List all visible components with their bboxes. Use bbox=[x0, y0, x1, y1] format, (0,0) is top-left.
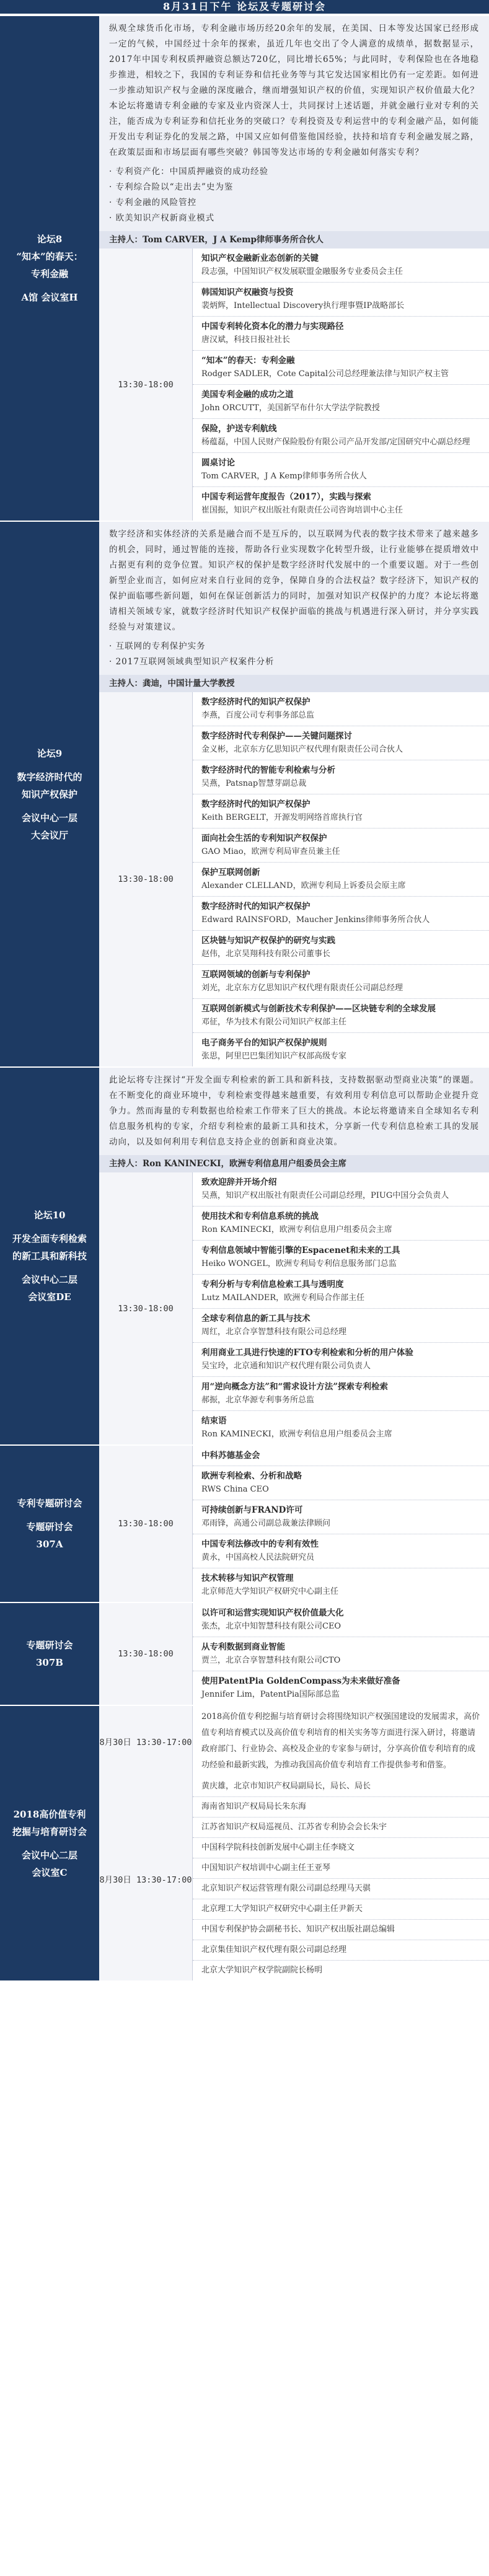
forum-10-intro bbox=[99, 1068, 489, 1155]
agenda-item-title: 可持续创新与FRAND许可 bbox=[201, 1505, 303, 1515]
label-line: 会议中心一层 bbox=[21, 812, 77, 824]
agenda-item-title: 互联网领域的创新与专利保护 bbox=[201, 970, 311, 980]
agenda-item-title: 结束语 bbox=[201, 1416, 227, 1426]
agenda-item-speaker: 杨蕴磊，中国人民财产保险股份有限公司产品开发部/定国研究中心副总经理 bbox=[201, 437, 470, 447]
label-line: 会议中心二层 bbox=[21, 1849, 77, 1861]
agenda-item bbox=[193, 1033, 489, 1066]
agenda-item-speaker: 崔国振，知识产权出版社有限责任公司咨询培训中心主任 bbox=[201, 506, 403, 515]
agenda-item-title: 知识产权金融新业态创新的关键 bbox=[201, 253, 319, 263]
agenda-item bbox=[193, 1172, 489, 1207]
session-307b-content bbox=[99, 1603, 489, 1705]
agenda-item bbox=[193, 385, 489, 419]
forum-10 bbox=[0, 1068, 489, 1446]
agenda-item-speaker: 张思，阿里巴巴集团知识产权部高级专家 bbox=[201, 1052, 347, 1061]
speaker-name: 北京知识产权运营管理有限公司副总经理马天骐 bbox=[201, 1884, 371, 1893]
agenda-item-speaker: RWS China CEO bbox=[201, 1485, 269, 1494]
agenda-item-speaker: 吴燕，知识产权出版社有限责任公司副总经理，PIUG中国分会负责人 bbox=[201, 1191, 449, 1200]
forum-9-topics bbox=[109, 639, 479, 670]
agenda-item-speaker: 邓雨锋，高通公司副总裁兼法律顾问 bbox=[201, 1519, 331, 1528]
label-line: 的新工具和新科技 bbox=[12, 1251, 87, 1262]
agenda-item-speaker: Ron KAMINECKI，欧洲专利信息用户组委员会主席 bbox=[201, 1225, 392, 1234]
agenda-item-speaker: 金义彬，北京东方亿思知识产权代理有限责任公司合伙人 bbox=[201, 745, 403, 754]
agenda-item bbox=[193, 1466, 489, 1500]
agenda-item-speaker: 裴炳辉，Intellectual Discovery执行理事暨IP战略部长 bbox=[201, 301, 405, 310]
agenda-item bbox=[193, 692, 489, 726]
agenda-item-title: 利用商业工具进行快速的FTO专利检索和分析的用户体验 bbox=[201, 1348, 413, 1358]
label-line bbox=[0, 762, 99, 768]
agenda-item-title: 面向社会生活的专利知识产权保护 bbox=[201, 833, 327, 843]
agenda-item-title: 美国专利金融的成功之道 bbox=[201, 390, 294, 400]
agenda-item bbox=[193, 1275, 489, 1309]
agenda-item-title: 使用技术和专利信息系统的挑战 bbox=[201, 1211, 319, 1221]
speaker-item bbox=[193, 1858, 489, 1879]
session-c-time-2: 8月30日 13:30-17:00 bbox=[99, 1777, 192, 1980]
forum-9-intro bbox=[99, 522, 489, 675]
speaker-item bbox=[193, 1838, 489, 1858]
agenda-item bbox=[193, 317, 489, 351]
speaker-item bbox=[193, 1961, 489, 1980]
agenda-item-title: 数字经济时代的知识产权保护 bbox=[201, 799, 311, 809]
agenda-item-title: 专利信息领域中智能引擎的Espacenet和未来的工具 bbox=[201, 1246, 400, 1255]
agenda-item-title: 中科苏德基金会 bbox=[201, 1451, 260, 1461]
agenda-item-title: 中国专利运营年度报告（2017），实践与探索 bbox=[201, 492, 371, 502]
topic-item: · 互联网的专利保护实务 bbox=[109, 641, 206, 651]
speaker-name: 黄庆雄，北京市知识产权局副局长，局长、局长 bbox=[201, 1782, 371, 1791]
agenda-item-title: 专利分析与专利信息检索工具与透明度 bbox=[201, 1280, 344, 1290]
forum-10-content bbox=[99, 1068, 489, 1444]
agenda-item-speaker: 吴燕，Patsnap智慧芽副总裁 bbox=[201, 779, 307, 788]
forum-10-items bbox=[192, 1172, 489, 1444]
agenda-item bbox=[193, 487, 489, 521]
session-307b-time: 13:30-18:00 bbox=[99, 1603, 192, 1705]
agenda-item bbox=[193, 1500, 489, 1534]
topic-item: · 专利资产化：中国质押融资的成功经验 bbox=[109, 167, 269, 177]
session-c-intro bbox=[192, 1706, 489, 1777]
label-line: 挖掘与培育研讨会 bbox=[12, 1826, 87, 1837]
agenda-item bbox=[193, 1343, 489, 1377]
agenda-item-title: 中国专利转化资本化的潜力与实现路径 bbox=[201, 322, 344, 332]
forum-10-label bbox=[0, 1068, 99, 1444]
agenda-item-speaker: 黄永，中国高校人民法院研究员 bbox=[201, 1553, 315, 1562]
session-307a-content bbox=[99, 1446, 489, 1602]
agenda-item bbox=[193, 931, 489, 965]
topic-item: · 2017互联网领域典型知识产权案件分析 bbox=[109, 657, 275, 667]
label-line bbox=[0, 803, 99, 809]
label-line: 大会议厅 bbox=[30, 829, 68, 841]
forum-8-intro bbox=[99, 16, 489, 231]
agenda-item bbox=[193, 794, 489, 829]
agenda-item-title: 互联网创新模式与创新技术专利保护——区块链专利的全球发展 bbox=[201, 1004, 436, 1014]
label-line: 专题研讨会 bbox=[26, 1640, 73, 1651]
forum-10-intro-text: 此论坛将专注探讨“开发全面专利检索的新工具和新科技，支持数据驱动型商业决策”的课题。在不断变化的商业环境中，专利检索变得越来越重要，有效利用专利信息可以帮助企业提升竞争力。然而海量的专利数据也给检索工作带来了巨大的挑战。本论坛将邀请来自全球知名专利信息服务机构的专家，介绍专利检索的最新工具和技术，分享新一代专利信息检索工具的发展动向，以及如何利用专利信息支持企业的创新和商业决策。 bbox=[109, 1075, 479, 1147]
agenda-item-title: 数字经济时代的智能专利检索与分析 bbox=[201, 765, 335, 775]
label-line: 数字经济时代的 bbox=[17, 771, 82, 783]
agenda-item bbox=[193, 283, 489, 317]
session-307b bbox=[0, 1603, 489, 1706]
agenda-item-title: 圆桌讨论 bbox=[201, 458, 235, 468]
label-line: 专利金融 bbox=[30, 268, 68, 279]
agenda-item-speaker: GAO Miao，欧洲专利局审查员兼主任 bbox=[201, 847, 340, 856]
agenda-item-title: 保护互联网创新 bbox=[201, 868, 260, 877]
speaker-item bbox=[193, 1920, 489, 1940]
forum-8-time: 13:30-18:00 bbox=[99, 248, 192, 521]
label-line: 专利专题研讨会 bbox=[17, 1498, 82, 1509]
agenda-item bbox=[193, 1241, 489, 1275]
agenda-item-speaker: 贾兰，北京合享智慧科技有限公司CTO bbox=[201, 1656, 341, 1665]
label-line: 开发全面专利检索 bbox=[12, 1233, 87, 1244]
session-307b-items bbox=[192, 1603, 489, 1705]
forum-10-time: 13:30-18:00 bbox=[99, 1172, 192, 1444]
speaker-name: 北京集佳知识产权代理有限公司副总经理 bbox=[201, 1945, 347, 1954]
agenda-item-speaker: John ORCUTT，美国新罕布什尔大学法学院教授 bbox=[201, 403, 380, 413]
speaker-item bbox=[193, 1797, 489, 1818]
speaker-name: 中国专利保护协会副秘书长、知识产权出版社副总编辑 bbox=[201, 1925, 395, 1934]
agenda-item bbox=[193, 1377, 489, 1411]
forum-8-items bbox=[192, 248, 489, 521]
session-c-intro-text: 2018高价值专利挖掘与培育研讨会将围绕知识产权强国建设的发展需求，高价值专利培育模式以及高价值专利培育的相关实务等方面进行深入研讨，将邀请政府部门、行业协会、高校及企业的专家参与研讨，分享高价值专利培育的成功经验和最新实践，为推动我国高价值专利培育工作提供参考和借鉴。 bbox=[201, 1712, 480, 1770]
agenda-item-speaker: 吴宝玲，北京通和知识产权代理有限公司负责人 bbox=[201, 1361, 371, 1371]
agenda-item-title: 电子商务平台的知识产权保护规则 bbox=[201, 1038, 327, 1048]
label-line bbox=[0, 1840, 99, 1847]
agenda-item bbox=[193, 965, 489, 999]
agenda-item bbox=[193, 351, 489, 385]
agenda-item bbox=[193, 453, 489, 487]
agenda-item-title: 技术转移与知识产权管理 bbox=[201, 1573, 294, 1583]
page-banner: 8月31日下午 论坛及专题研讨会 bbox=[0, 0, 489, 14]
agenda-item-title: 保险，护送专利航线 bbox=[201, 424, 277, 434]
agenda-item-title: 用“逆向概念方法”和“需求设计方法”探索专利检索 bbox=[201, 1382, 389, 1392]
session-c-label bbox=[0, 1706, 99, 1980]
agenda-item bbox=[193, 1207, 489, 1241]
forum-9-schedule bbox=[99, 692, 489, 1066]
agenda-item bbox=[193, 863, 489, 897]
label-line: 论坛8 bbox=[37, 234, 63, 245]
agenda-item-speaker: 郝振，北京华源专利事务所总监 bbox=[201, 1396, 315, 1405]
session-c-content bbox=[99, 1706, 489, 1980]
agenda-item bbox=[193, 419, 489, 453]
agenda-item-title: 数字经济时代的知识产权保护 bbox=[201, 902, 311, 912]
label-line: “知本”的春天： bbox=[16, 251, 83, 262]
session-c bbox=[0, 1706, 489, 1982]
agenda-item-speaker: Tom CARVER，J A Kemp律师事务所合伙人 bbox=[201, 472, 367, 481]
agenda-item-title: 从专利数据到商业智能 bbox=[201, 1642, 285, 1652]
label-line bbox=[0, 283, 99, 289]
label-line bbox=[0, 1512, 99, 1518]
agenda-item bbox=[193, 1446, 489, 1466]
session-307a-schedule bbox=[99, 1446, 489, 1602]
speaker-item bbox=[193, 1940, 489, 1961]
topic-item: · 专利金融的风险管控 bbox=[109, 198, 197, 208]
agenda-item-speaker: 赵伟，北京昊翔科技有限公司董事长 bbox=[201, 949, 331, 959]
agenda-item-speaker: 段志强，中国知识产权发展联盟金融服务专业委员会主任 bbox=[201, 267, 403, 276]
agenda-item-speaker: 周红，北京合享智慧科技有限公司总经理 bbox=[201, 1327, 347, 1337]
agenda-item bbox=[193, 1411, 489, 1444]
label-line: 论坛10 bbox=[33, 1210, 66, 1221]
agenda-item-speaker: Keith BERGELT，开源发明网络首席执行官 bbox=[201, 813, 363, 822]
agenda-item-speaker: 张杰，北京中知智慧科技有限公司CEO bbox=[201, 1622, 341, 1631]
agenda-item bbox=[193, 248, 489, 283]
speaker-name: 中国知识产权培训中心副主任王亚琴 bbox=[201, 1863, 331, 1873]
agenda-item-title: 中国专利法修改中的专利有效性 bbox=[201, 1539, 319, 1549]
label-line bbox=[0, 1224, 99, 1230]
agenda-item-title: 区块链与知识产权保护的研究与实践 bbox=[201, 936, 335, 946]
speaker-name: 北京大学知识产权学院副院长杨明 bbox=[201, 1966, 323, 1975]
forum-9-content bbox=[99, 522, 489, 1066]
speaker-name: 中国科学院科技创新发展中心副主任李晓文 bbox=[201, 1843, 355, 1852]
session-c-speakers-slot bbox=[99, 1777, 489, 1980]
forum-9-label bbox=[0, 522, 99, 1066]
agenda-item-title: 以许可和运营实现知识产权价值最大化 bbox=[201, 1608, 344, 1618]
forum-8-host: 主持人：Tom CARVER，J A Kemp律师事务所合伙人 bbox=[99, 231, 489, 248]
session-307b-schedule bbox=[99, 1603, 489, 1705]
agenda-item-title: 使用PatentPia GoldenCompass为未来做好准备 bbox=[201, 1676, 400, 1686]
session-307a-time: 13:30-18:00 bbox=[99, 1446, 192, 1602]
label-line bbox=[0, 1265, 99, 1271]
agenda-item bbox=[193, 726, 489, 760]
agenda-item bbox=[193, 829, 489, 863]
agenda-item bbox=[193, 999, 489, 1033]
agenda-item-speaker: 李燕，百度公司专利事务部总监 bbox=[201, 711, 315, 720]
agenda-item bbox=[193, 1568, 489, 1602]
topic-item: · 欧美知识产权新商业模式 bbox=[109, 213, 215, 223]
speaker-item bbox=[193, 1899, 489, 1920]
speaker-item bbox=[193, 1818, 489, 1838]
forum-8 bbox=[0, 16, 489, 522]
label-line: 307B bbox=[36, 1657, 63, 1668]
agenda-item-speaker: Jennifer Lim，PatentPia国际部总监 bbox=[201, 1690, 340, 1699]
speaker-item bbox=[193, 1879, 489, 1899]
forum-8-label bbox=[0, 16, 99, 521]
forum-9 bbox=[0, 522, 489, 1068]
agenda-item-title: 韩国知识产权融资与投资 bbox=[201, 288, 294, 297]
label-line: 会议室DE bbox=[28, 1291, 71, 1303]
agenda-item bbox=[193, 1534, 489, 1568]
agenda-item-speaker: Lutz MAILANDER，欧洲专利局合作部主任 bbox=[201, 1293, 365, 1303]
forum-9-items bbox=[192, 692, 489, 1066]
session-307a-items bbox=[192, 1446, 489, 1602]
session-c-speakers bbox=[192, 1777, 489, 1980]
session-c-intro-item bbox=[193, 1706, 489, 1777]
agenda-item-speaker: 北京师范大学知识产权研究中心副主任 bbox=[201, 1587, 339, 1596]
agenda-item bbox=[193, 897, 489, 931]
agenda-item-speaker: Edward RAINSFORD，Maucher Jenkins律师事务所合伙人 bbox=[201, 915, 430, 925]
speaker-name: 江苏省知识产权局巡视员、江苏省专利协会会长朱宇 bbox=[201, 1822, 387, 1832]
agenda-item-title: “知本”的春天：专利金融 bbox=[201, 356, 295, 366]
session-307b-label bbox=[0, 1603, 99, 1705]
speaker-name: 海南省知识产权局局长朱东海 bbox=[201, 1802, 307, 1811]
label-line: 知识产权保护 bbox=[21, 788, 77, 800]
agenda-item-speaker: Ron KAMINECKI，欧洲专利信息用户组委员会主席 bbox=[201, 1430, 392, 1439]
forum-8-schedule bbox=[99, 248, 489, 521]
agenda-item-title: 欧洲专利检索、分析和战略 bbox=[201, 1471, 302, 1481]
agenda-item bbox=[193, 1671, 489, 1705]
label-line: 论坛9 bbox=[37, 747, 63, 759]
forum-10-host: 主持人：Ron KANINECKI，欧洲专利信息用户组委员会主席 bbox=[99, 1155, 489, 1172]
label-line: A馆 会议室H bbox=[21, 292, 78, 303]
agenda-item bbox=[193, 1637, 489, 1671]
label-line: 307A bbox=[36, 1539, 63, 1550]
agenda-item-title: 数字经济时代的知识产权保护 bbox=[201, 697, 311, 707]
topic-item: · 专利综合险以“走出去”史为鉴 bbox=[109, 182, 234, 192]
agenda-item bbox=[193, 1603, 489, 1637]
agenda-item-speaker: Alexander CLELLAND，欧洲专利局上诉委员会原主席 bbox=[201, 881, 406, 890]
agenda-item bbox=[193, 760, 489, 794]
label-line: 2018高价值专利 bbox=[13, 1808, 86, 1820]
forum-8-content bbox=[99, 16, 489, 521]
label-line: 会议中心二层 bbox=[21, 1274, 77, 1285]
speaker-name: 北京理工大学知识产权研究中心副主任尹新天 bbox=[201, 1904, 363, 1914]
label-line: 专题研讨会 bbox=[26, 1521, 73, 1532]
forum-8-intro-text: 纵观全球货币化市场，专利金融市场历经20余年的发展，在美国、日本等发达国家已经形成一定的气候，中国经过十余年的探索，虽近几年也交出了令人满意的成绩单，据数据显示，2017年中国专利权质押融资总额达720亿，同比增长65%；与此同时，专利保险也在各地稳步推进，相较之下，我国的专利证券和信托业务等与其它发达国家相比仍有一定差距。如何进一步推动知识产权与金融的深度融合，继而增强知识产权的价值，实现知识产权价值最大化？本论坛将邀请专利金融的专家及业内资深人士，共同探讨上述话题，并就金融行业对专利的关注，能否成为专利证券和信托业务的突破口？专利投资及专利运营中的专利金融产品，如何能开发出专利证券化的发展之路，中国又应如何借鉴他国经验，扶持和培育专利金融发展之路，在政策层面和市场层面有哪些突破？韩国等发达市场的专利金融如何落实专利？ bbox=[109, 24, 479, 157]
forum-9-host: 主持人：龚迪，中国计量大学教授 bbox=[99, 675, 489, 692]
label-line: 会议室C bbox=[32, 1866, 68, 1878]
agenda-item-title: 致欢迎辞并开场介绍 bbox=[201, 1177, 277, 1187]
speaker-item bbox=[193, 1777, 489, 1797]
forum-10-schedule bbox=[99, 1172, 489, 1444]
agenda-item-speaker: Heiko WONGEL，欧洲专利局专利信息服务部门总监 bbox=[201, 1259, 397, 1268]
session-c-time-1: 8月30日 13:30-17:00 bbox=[99, 1706, 192, 1777]
session-c-intro-slot bbox=[99, 1706, 489, 1777]
agenda-item-speaker: 唐汉斌，科技日报社社长 bbox=[201, 335, 291, 345]
forum-9-intro-text: 数字经济和实体经济的关系是融合而不是互斥的，以互联网为代表的数字技术带来了越来越多的机会，同时，通过智能的连接，帮助各行业实现数字化转型升级，让行业能够在提质增效中占据更有利的竞争位置。知识产权的保护是数字经济时代发展中的一个重要议题。对于一些创新型企业而言，如何应对来自行业间的竞争，保障自身的合法权益？数字经济下，知识产权的保护面临哪些新问题，如何在保证创新活力的同时，加强对知识产权保护的力度？本论坛将邀请相关领域专家，就数字经济时代知识产权保护面临的挑战与机遇进行深入研讨，并分享实践经验与对策建议。 bbox=[109, 529, 479, 632]
session-307a-label bbox=[0, 1446, 99, 1602]
agenda-item-speaker: Rodger SADLER，Cote Capital公司总经理兼法律与知识产权主管 bbox=[201, 369, 449, 379]
agenda-item bbox=[193, 1309, 489, 1343]
agenda-item-speaker: 邓征，华为技术有限公司知识产权部主任 bbox=[201, 1018, 347, 1027]
forum-9-time: 13:30-18:00 bbox=[99, 692, 192, 1066]
session-307a bbox=[0, 1446, 489, 1603]
agenda-item-title: 数字经济时代专利保护——关键问题探讨 bbox=[201, 731, 352, 741]
agenda-item-title: 全球专利信息的新工具与技术 bbox=[201, 1314, 311, 1324]
forum-8-topics bbox=[109, 164, 479, 226]
agenda-item-speaker: 刘光，北京东方亿思知识产权代理有限责任公司副总经理 bbox=[201, 983, 403, 993]
